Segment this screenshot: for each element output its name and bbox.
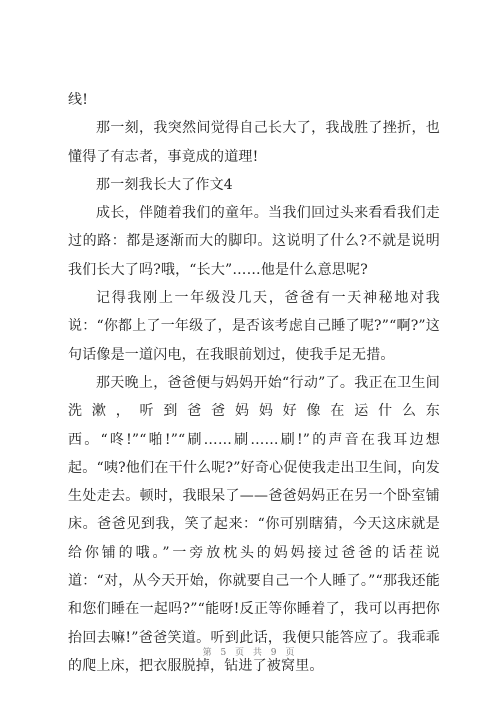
paragraph-2: 那一刻，我突然间觉得自己长大了，我战胜了挫折，也懂得了有志者，事竟成的道理! bbox=[68, 120, 440, 165]
paragraph-4: 记得我刚上一年级没几天，爸爸有一天神秘地对我说：“你都上了一年级了，是否该考虑自己睡了呢?”“啊?”这句话像是一道闪电，在我眼前划过，使我手足无措。 bbox=[68, 290, 440, 363]
paragraph-1: 线! bbox=[68, 92, 89, 108]
document-body bbox=[68, 86, 440, 680]
page-footer: 第 5 页 共 9 页 bbox=[202, 648, 298, 658]
paragraph-3: 成长，伴随着我们的童年。当我们回过头来看看我们走过的路：都是逐渐而大的脚印。这说明了什么?不就是说明我们长大了吗?哦，“长大”……他是什么意思呢? bbox=[68, 205, 440, 278]
essay-heading: 那一刻我长大了作文4 bbox=[96, 176, 233, 193]
paragraph-5: 那天晚上，爸爸便与妈妈开始“行动”了。我正在卫生间洗漱，听到爸爸妈妈好像在运什么东西。“咚!”“啪!”“刷……刷……刷!”的声音在我耳边想起。“咦?他们在干什么呢?”好奇心促使我走出卫生间，向发生处走去。顿时，我眼呆了——爸爸妈妈正在另一个卧室铺床。爸爸见到我，笑了起来：“你可别瞎猜，今天这床就是给你铺的哦。”一旁放枕头的妈妈接过爸爸的话茬说道：“对，从今天开始，你就要自己一个人睡了。”“那我还能和您们睡在一起吗?”“能呀!反正等你睡着了，我可以再把你抬回去嘛!”爸爸笑道。听到此话，我便只能答应了。我乖乖的爬上床，把衣服脱掉，钻进了被窝里。 bbox=[68, 374, 440, 674]
